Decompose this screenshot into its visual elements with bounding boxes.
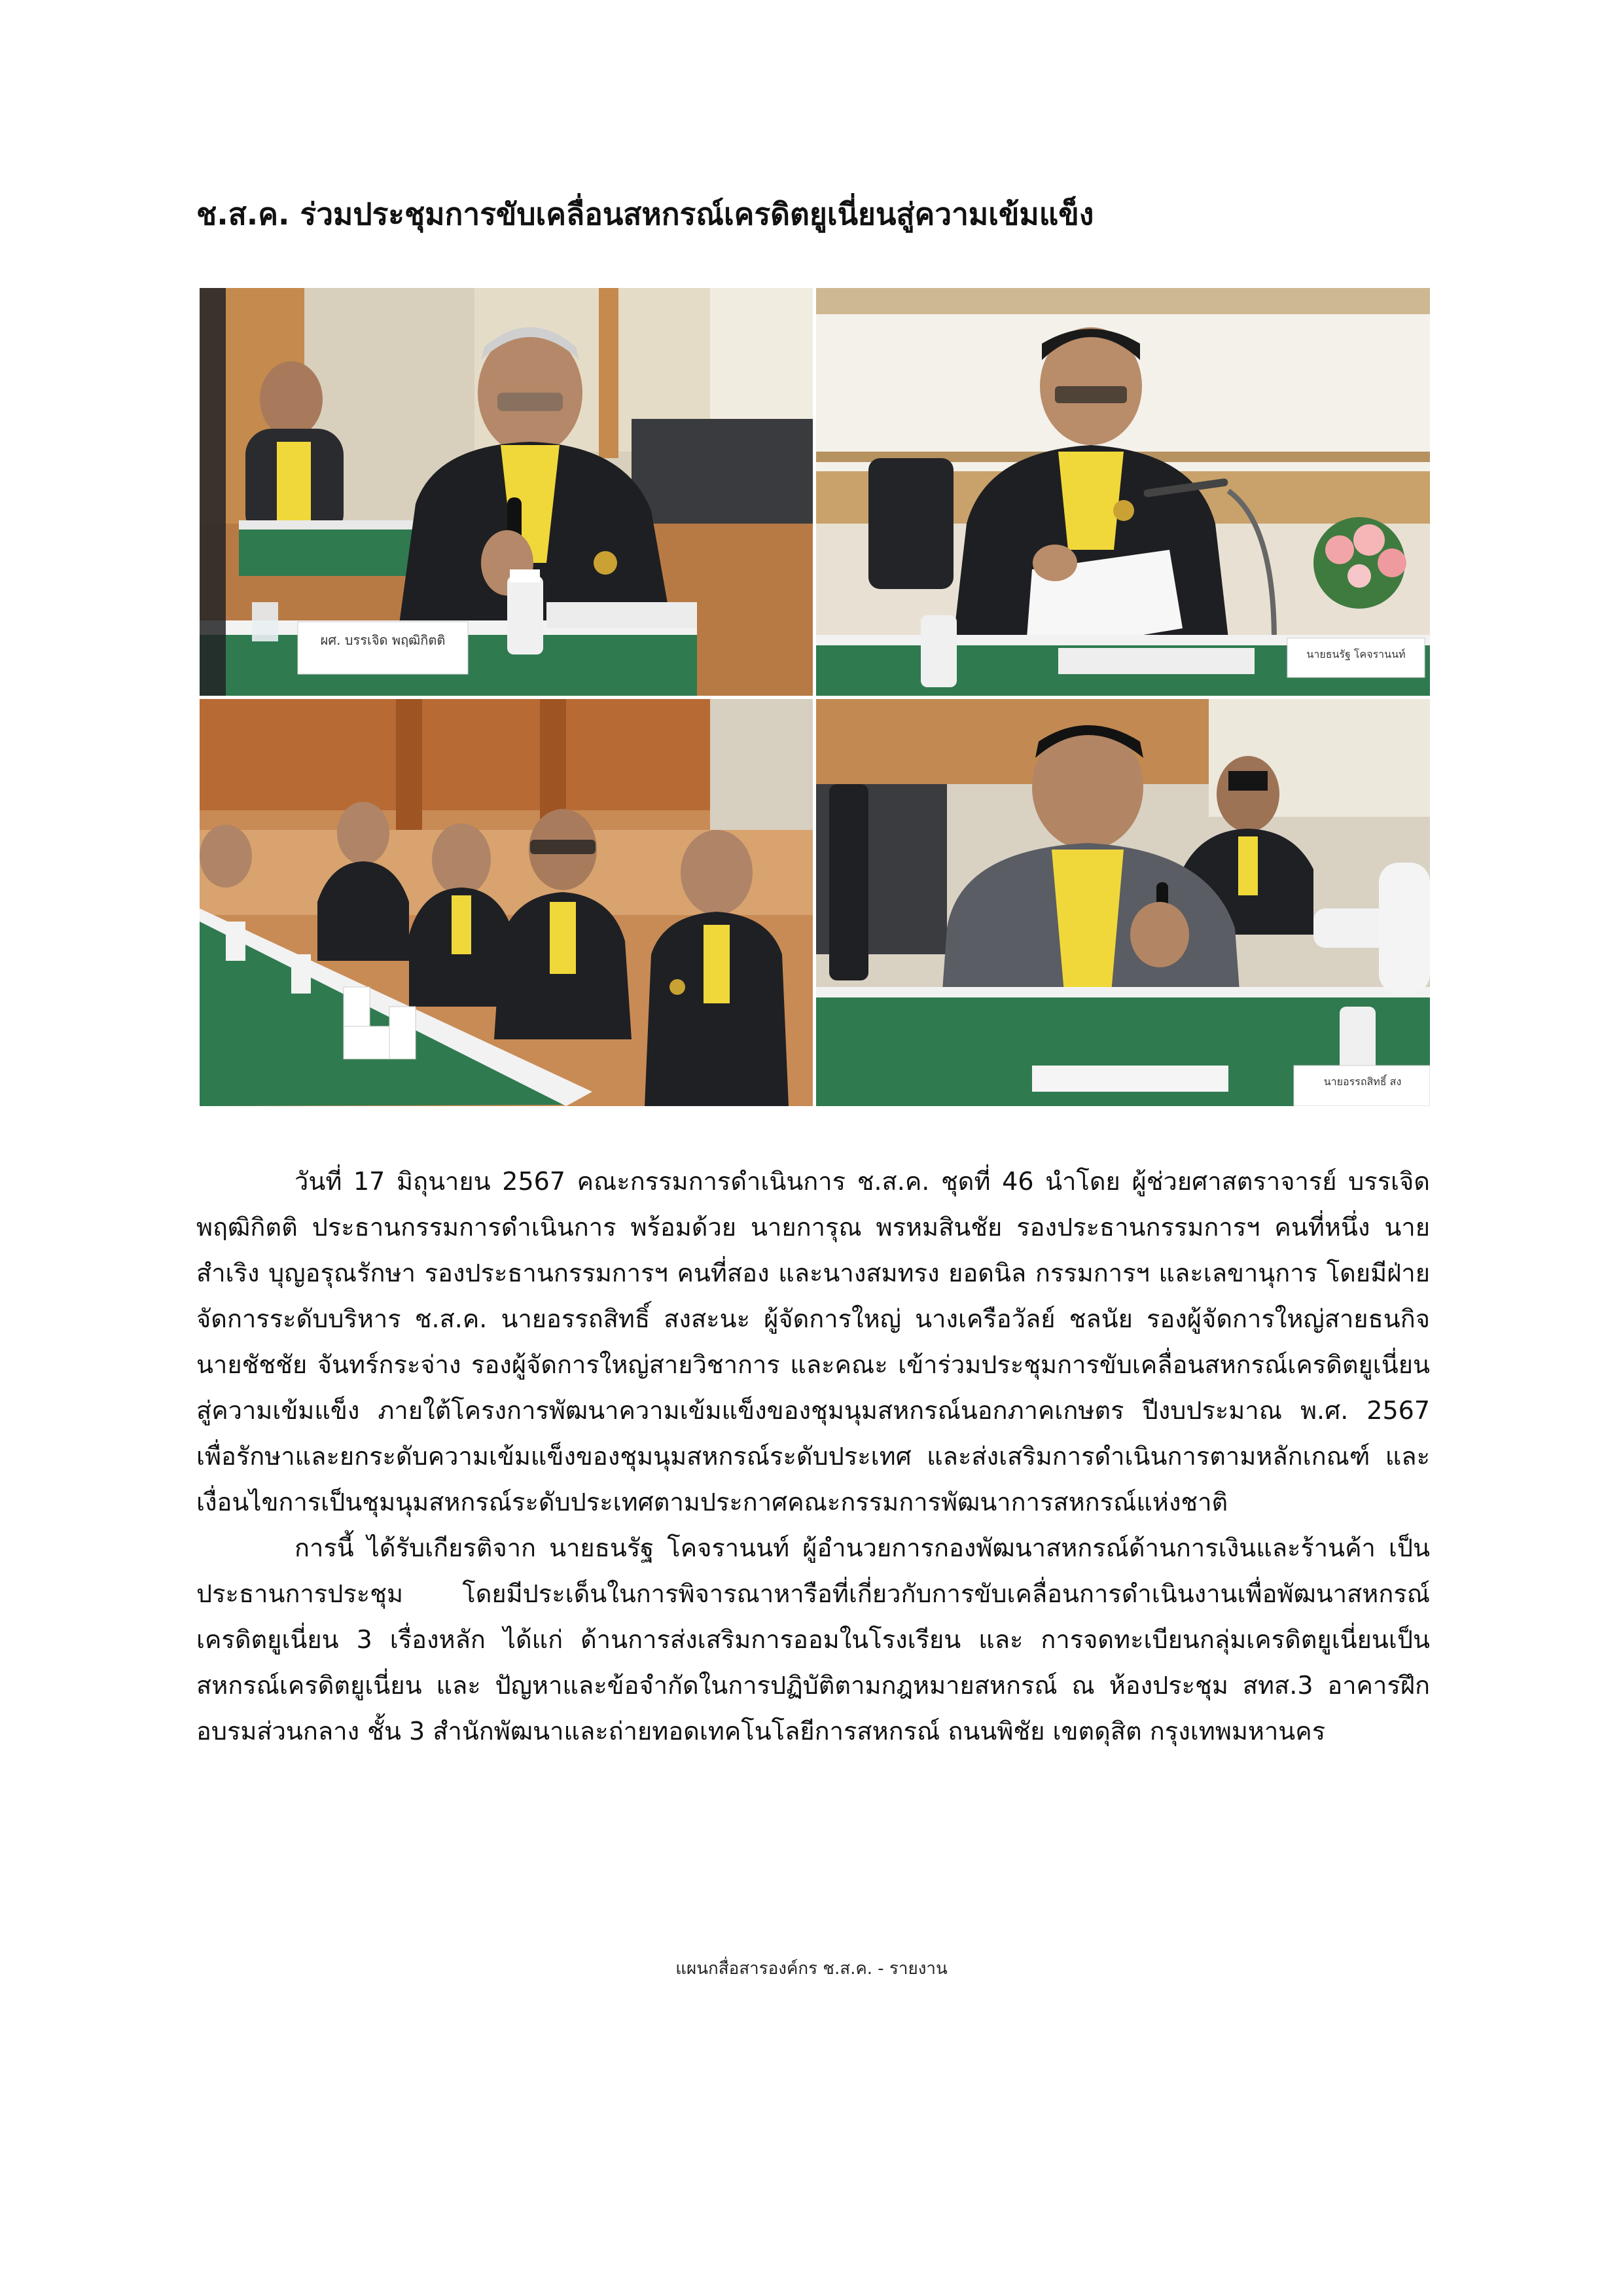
nameplate-text: นายอรรถสิทธิ์ สง [1323, 1075, 1402, 1088]
nameplate-text: ผศ. บรรเจิด พฤฒิกิตติ [320, 632, 446, 648]
meeting-photo-chairman-speaking [200, 288, 813, 696]
nameplate-text: นายธนรัฐ โคจรานนท์ [1306, 648, 1406, 660]
report-credit: แผนกสื่อสารองค์กร ช.ส.ค. - รายงาน [675, 1959, 948, 1979]
paragraph-2: การนี้ ได้รับเกียรติจาก นายธนรัฐ โคจรานนท์ ผู้อำนวยการกองพัฒนาสหกรณ์ด้านการเงินและร้านค้า เป็นประธานการประชุม โดยมีประเด็นในการพิจารณาหารือที่เกี่ยวกับการขับเคลื่อนการดำเนินงานเพื่อพัฒนาสหกรณ์เครดิตยูเนี่ยน 3 เรื่องหลัก ได้แก่ ด้านการส่งเสริมการออมในโรงเรียน และ การจดทะเบียนกลุ่มเครดิตยูเนี่ยนเป็นสหกรณ์เครดิตยูเนี่ยน และ ปัญหาและข้อจำกัดในการปฏิบัติตามกฎหมายสหกรณ์ ณ ห้องประชุม สทส.3 อาคารฝึกอบรมส่วนกลาง ชั้น 3 สำนักพัฒนาและถ่ายทอดเทคโนโลยีการสหกรณ์ ถนนพิชัย เขตดุสิต กรุงเทพมหานคร [196, 1534, 1430, 1746]
meeting-photo-general-manager-speaking [816, 699, 1430, 1106]
headline: ช.ส.ค. ร่วมประชุมการขับเคลื่อนสหกรณ์เครดิตยูเนี่ยนสู่ความเข้มแข็ง [196, 196, 1094, 232]
photo-collage [200, 288, 1430, 1106]
meeting-photo-committee-row [200, 699, 813, 1106]
paragraph-1: วันที่ 17 มิถุนายน 2567 คณะกรรมการดำเนินการ ช.ส.ค. ชุดที่ 46 นำโดย ผู้ช่วยศาสตราจารย์ บรรเจิด พฤฒิกิตติ ประธานกรรมการดำเนินการ พร้อมด้วย นายการุณ พรหมสินชัย รองประธานกรรมการฯ คนที่หนึ่ง นายสำเริง บุญอรุณรักษา รองประธานกรรมการฯ คนที่สอง และนางสมทรง ยอดนิล กรรมการฯ และเลขานุการ โดยมีฝ่ายจัดการระดับบริหาร ช.ส.ค. นายอรรถสิทธิ์ สงสะนะ ผู้จัดการใหญ่ นางเครือวัลย์ ชลนัย รองผู้จัดการใหญ่สายธนกิจ นายชัชชัย จันทร์กระจ่าง รองผู้จัดการใหญ่สายวิชาการ และคณะ เข้าร่วมประชุมการขับเคลื่อนสหกรณ์เครดิตยูเนี่ยนสู่ความเข้มแข็ง ภายใต้โครงการพัฒนาความเข้มแข็งของชุมนุมสหกรณ์นอกภาคเกษตร ปีงบประมาณ พ.ศ. 2567 เพื่อรักษาและยกระดับความเข้มแข็งของชุมนุมสหกรณ์ระดับประเทศ และส่งเสริมการดำเนินการตามหลักเกณฑ์ และเงื่อนไขการเป็นชุมนุมสหกรณ์ระดับประเทศตามประกาศคณะกรรมการพัฒนาการสหกรณ์แห่งชาติ [196, 1167, 1430, 1516]
article-body [196, 1158, 1430, 1754]
meeting-photo-presiding-chair [816, 288, 1430, 696]
